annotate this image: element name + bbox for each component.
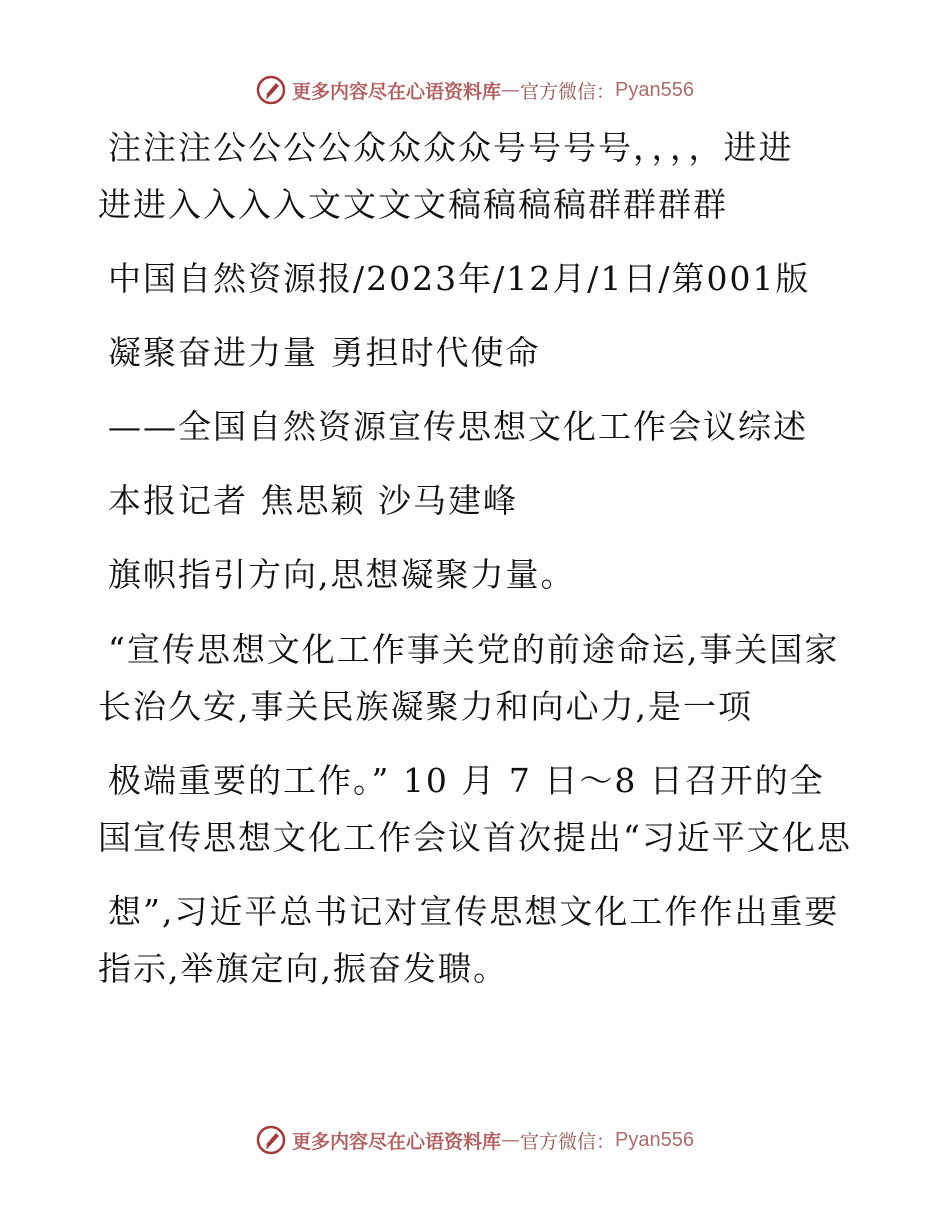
body-line: “宣传思想文化工作事关党的前途命运,事关国家 (108, 630, 840, 669)
body-line: 极端重要的工作。” 10 月 7 日～8 日召开的全 (108, 761, 825, 800)
footer-banner (0, 1120, 950, 1160)
banner-main-text: 更多内容尽在心语资料库 (292, 80, 502, 103)
article-title: 凝聚奋进力量 勇担时代使命 (108, 333, 541, 372)
banner-wechat-label: 官方微信： (520, 80, 616, 103)
banner-wechat-id: Pyan556 (615, 1128, 694, 1151)
body-line: 想”,习近平总书记对宣传思想文化工作作出重要 (108, 892, 840, 931)
source-line: 中国自然资源报/2023年/12月/1日/第001版 (108, 259, 811, 298)
pen-logo-icon (256, 1125, 286, 1155)
byline: 本报记者 焦思颖 沙马建峰 (108, 481, 518, 520)
banner-separator: — (501, 1129, 521, 1151)
body-line: 国宣传思想文化工作会议首次提出“习近平文化思 (98, 818, 852, 857)
article-subtitle: ——全国自然资源宣传思想文化工作会议综述 (108, 407, 808, 446)
body-line: 旗帜指引方向,思想凝聚力量。 (108, 555, 576, 594)
pen-logo-icon (256, 75, 286, 105)
body-line: 进进入入入入文文文文稿稿稿稿群群群群 (98, 185, 728, 224)
body-line: 指示,举旗定向,振奋发聩。 (98, 949, 508, 988)
banner-wechat-label: 官方微信： (520, 1130, 616, 1153)
banner-main-text: 更多内容尽在心语资料库 (292, 1130, 502, 1153)
header-banner (0, 70, 950, 110)
body-line: 注注注公公公公众众众众号号号号，，，，进进 (108, 128, 794, 167)
body-line: 长治久安,事关民族凝聚力和向心力,是一项 (98, 687, 753, 726)
banner-separator: — (501, 79, 521, 101)
banner-wechat-id: Pyan556 (615, 78, 694, 101)
